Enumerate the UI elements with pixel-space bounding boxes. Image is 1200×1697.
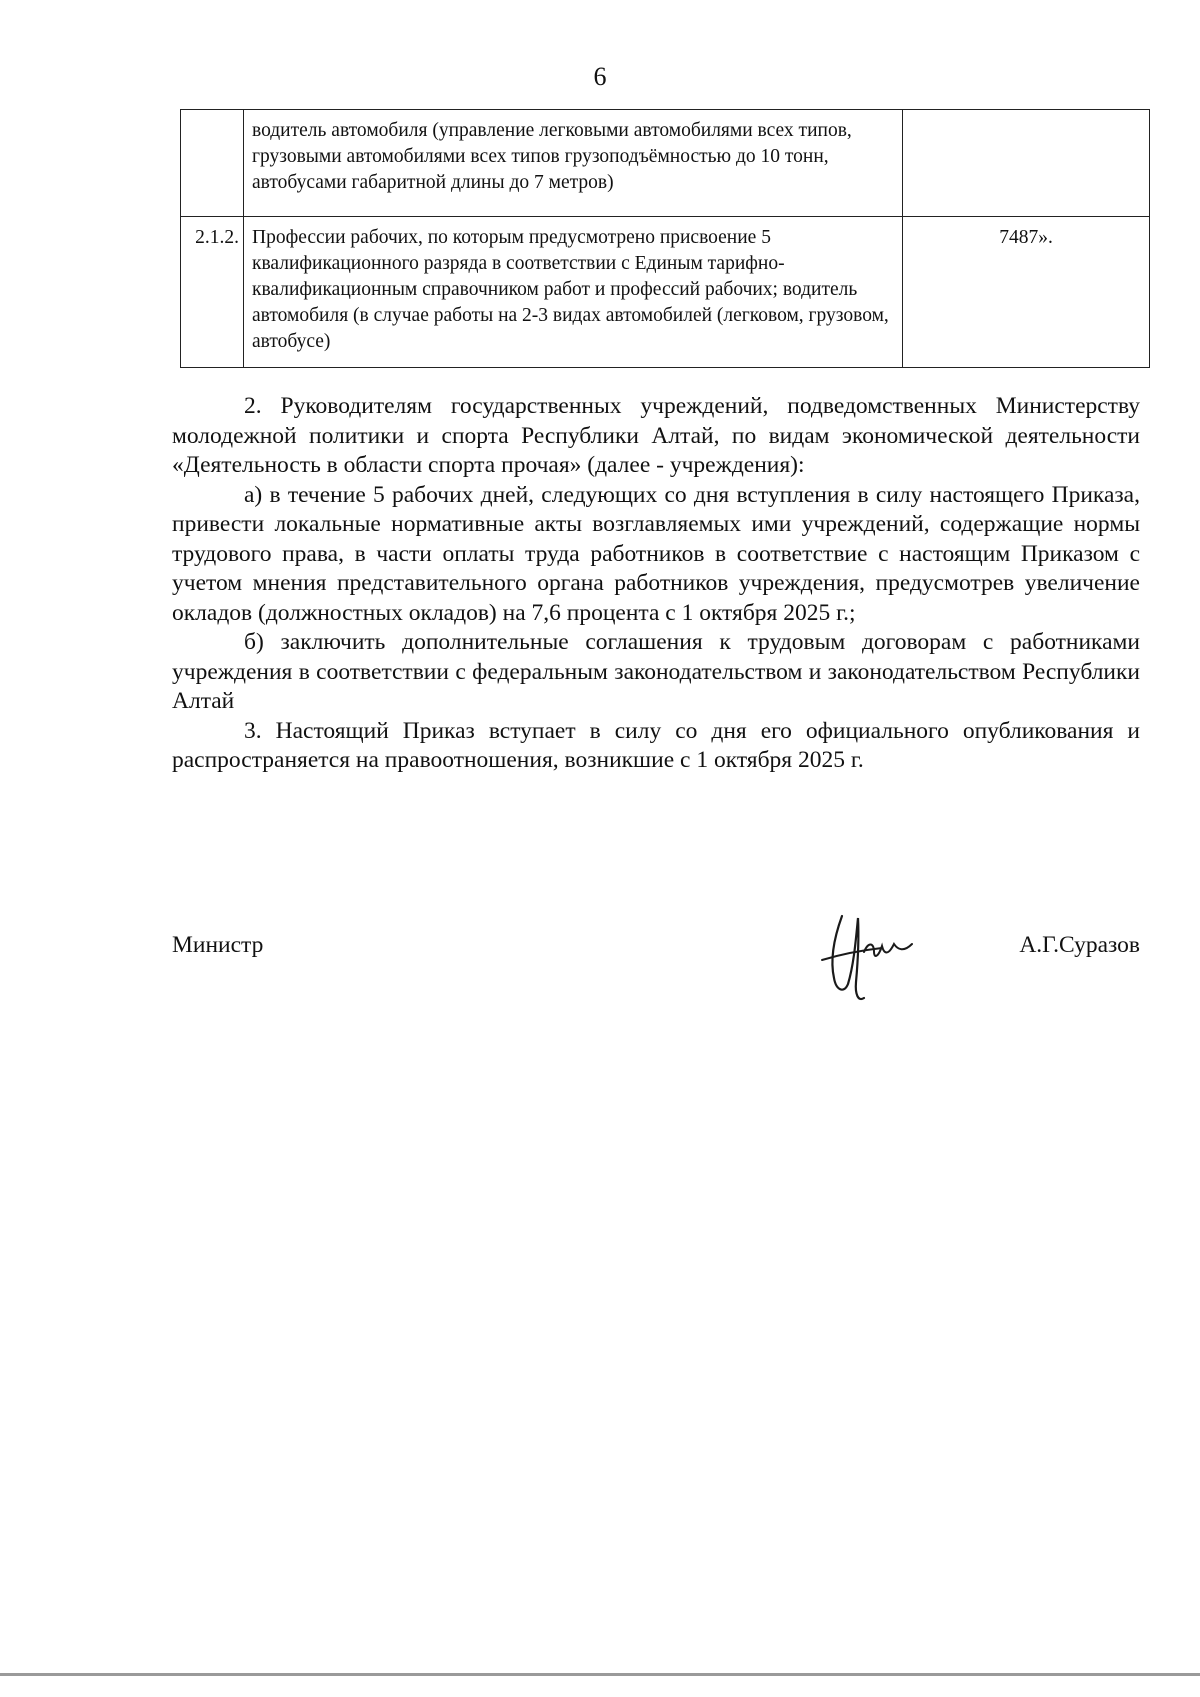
- paragraph-entry-into-force: 3. Настоящий Приказ вступает в силу со дня его официального опубликования и распространяется на правоотношения, возникшие с 1 октября 2025 г.: [172, 717, 1140, 773]
- row-value-cell: 7487».: [903, 217, 1150, 368]
- paragraph-item-a: а) в течение 5 рабочих дней, следующих со дня вступления в силу настоящего Приказа, привести локальные нормативные акты возглавляемых ими учреждений, содержащие нормы трудового права, в части оплаты труда работников в соответствие с настоящим Приказом с учетом мнения представительного органа работников учреждения, предусмотрев увеличение окладов (должностных окладов) на 7,6 процента с 1 октября 2025 г.;: [172, 481, 1140, 626]
- signatory-name: А.Г.Суразов: [1019, 932, 1140, 958]
- signatory-title: Министр: [172, 932, 264, 958]
- row-number-cell: 2.1.2.: [181, 217, 244, 368]
- row-description-cell: водитель автомобиля (управление легковыми автомобилями всех типов, грузовыми автомобилями всех типов грузоподъёмностью до 10 тонн, автобусами габаритной длины до 7 метров): [244, 110, 903, 217]
- paragraph-item-b: б) заключить дополнительные соглашения к трудовым договорам с работниками учреждения в соответствии с федеральным законодательством и законодательством Республики Алтай: [172, 629, 1140, 714]
- paragraph-heads-of-institutions: 2. Руководителям государственных учреждений, подведомственных Министерству молодежной политики и спорта Республики Алтай, по видам экономической деятельности «Деятельность в области спорта прочая» (далее - учреждения):: [172, 393, 1140, 478]
- order-body: [172, 392, 1140, 776]
- table-row: [181, 217, 1150, 368]
- table-row: [181, 110, 1150, 217]
- scan-edge-line: [0, 1673, 1200, 1676]
- row-description-cell: Профессии рабочих, по которым предусмотрено присвоение 5 квалификационного разряда в соответствии с Единым тарифно-квалификационным справочником работ и профессий рабочих; водитель автомобиля (в случае работы на 2-3 видах автомобилей (легковом, грузовом, автобусе): [244, 217, 903, 368]
- signature-block: [172, 928, 1140, 1038]
- row-value-cell: [903, 110, 1150, 217]
- rates-table: [180, 109, 1150, 368]
- page-number: 6: [593, 62, 607, 91]
- handwritten-signature: [812, 898, 932, 1018]
- row-number-cell: [181, 110, 244, 217]
